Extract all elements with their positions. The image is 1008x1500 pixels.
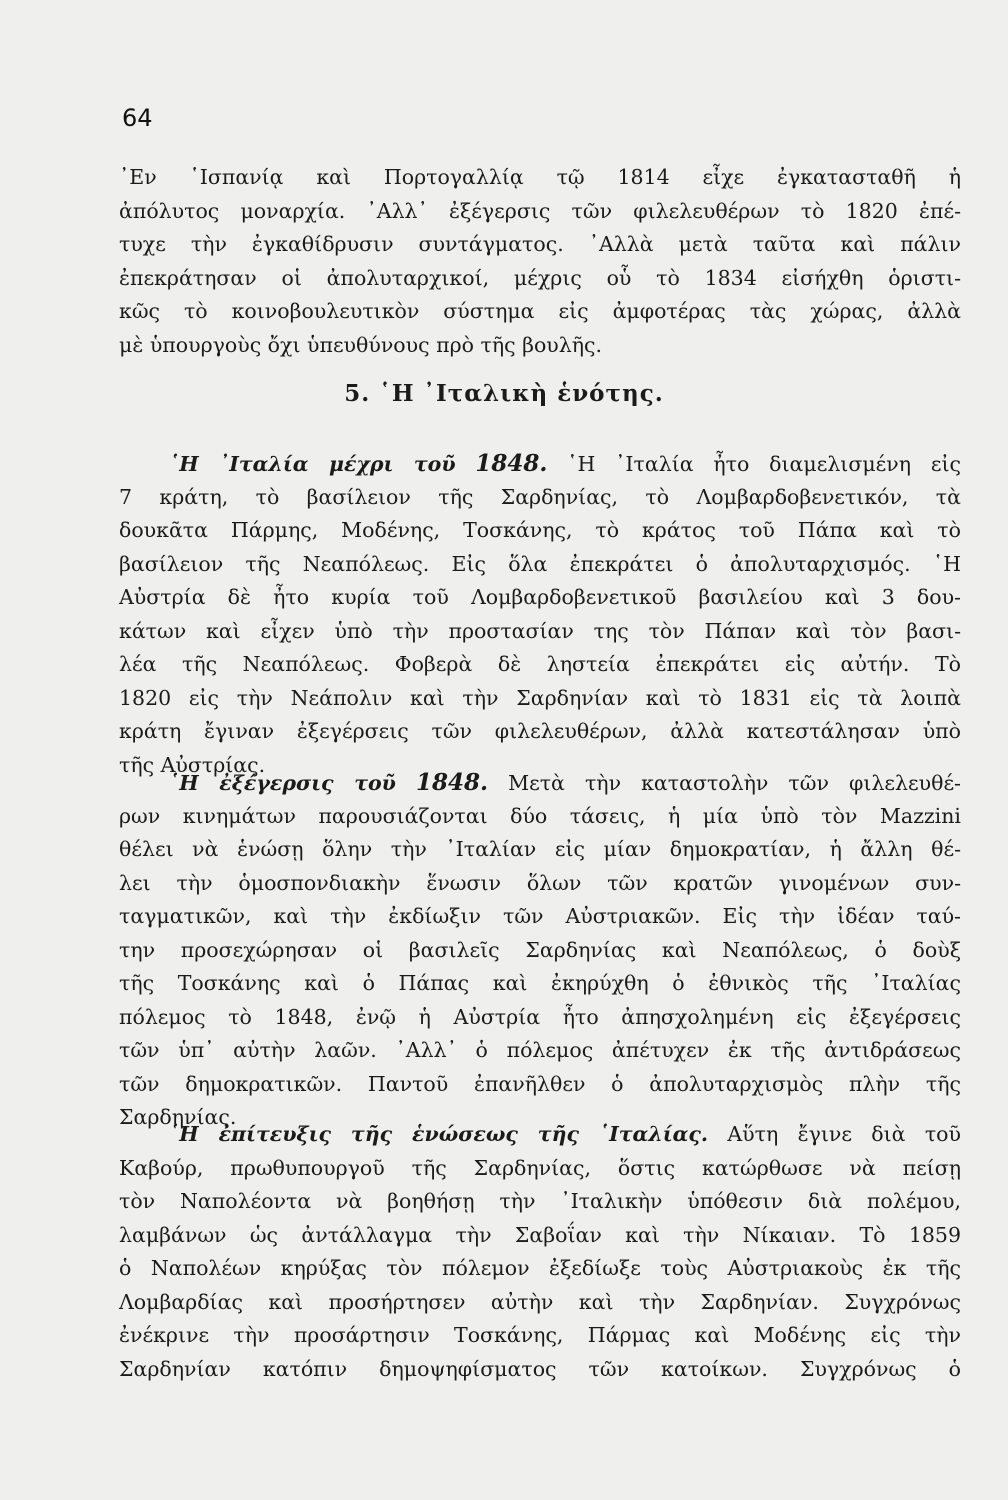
text-line: πόλεμος τὸ 1848, ἐνῷ ἡ Αὐστρία ἦτο ἀπησχολημένη εἰς ἐξεγέρσεις: [119, 1004, 961, 1029]
text-line: δουκᾶτα Πάρμης, Μοδένης, Τοσκάνης, τὸ κράτος τοῦ Πάπα καὶ τὸ: [119, 518, 961, 542]
text-line: τῶν δημοκρατικῶν. Παντοῦ ἐπανῆλθεν ὁ ἀπολυταρχισμὸς πλὴν τῆς: [119, 1071, 961, 1096]
text-line: Σαρδηνίαν κατόπιν δημοψηφίσματος τῶν κατοίκων. Συγχρόνως ὁ: [119, 1356, 961, 1381]
text-line: τὸν Ναπολέοντα νὰ βοηθήσῃ τὴν ᾿Ιταλικὴν ὑπόθεσιν διὰ πολέμου,: [119, 1189, 961, 1213]
subsection-heading-year: 1848.: [415, 769, 489, 796]
text-line: ρων κινημάτων παρουσιάζονται δύο τάσεις, ἡ μία ὑπὸ τὸν Mazzini: [119, 803, 961, 828]
section-title: 5. ῾Η ᾿Ιταλικὴ ἑνότης.: [344, 380, 664, 407]
text-line: 1820 εἰς τὴν Νεάπολιν καὶ τὴν Σαρδηνίαν καὶ τὸ 1831 εἰς τὰ λοιπὰ: [119, 685, 961, 710]
text-line: την προσεχώρησαν οἱ βασιλεῖς Σαρδηνίας καὶ Νεαπόλεως, ὁ δοὺξ: [119, 937, 961, 962]
text-line: ἀπόλυτος μοναρχία. ᾿Αλλ᾿ ἐξέγερσις τῶν φιλελευθέρων τὸ 1820 ἐπέ-: [119, 198, 961, 223]
text-line: ἐνέκρινε τὴν προσάρτησιν Τοσκάνης, Πάρμας καὶ Μοδένης εἰς τὴν: [119, 1323, 961, 1347]
text-run: Αὕτη ἔγινε διὰ τοῦ: [708, 1122, 961, 1146]
text-line: λαμβάνων ὡς ἀντάλλαγμα τὴν Σαβοΐαν καὶ τὴν Νίκαιαν. Τὸ 1859: [119, 1222, 961, 1247]
text-line: κάτων καὶ εἶχεν ὑπὸ τὴν προστασίαν της τὸν Πάπαν καὶ τὸν βασι-: [119, 618, 961, 643]
text-line: ὁ Ναπολέων κηρύξας τὸν πόλεμον ἐξεδίωξε τοὺς Αὐστριακοὺς ἐκ τῆς: [119, 1256, 961, 1280]
subsection-heading-year: 1848.: [475, 450, 548, 477]
text-line: Αὐστρία δὲ ἦτο κυρία τοῦ Λομβαρδοβενετικοῦ βασιλείου καὶ 3 δου-: [119, 585, 961, 609]
text-line: κῶς τὸ κοινοβουλευτικὸν σύστημα εἰς ἀμφοτέρας τὰς χώρας, ἀλλὰ: [119, 299, 961, 323]
text-line: λει τὴν ὁμοσπονδιακὴν ἕνωσιν ὅλων τῶν κρατῶν γινομένων συν-: [119, 870, 961, 895]
text-line: [119, 447, 961, 481]
text-line: βασίλειον τῆς Νεαπόλεως. Εἰς ὅλα ἐπεκράτει ὁ ἀπολυταρχισμός. ῾Η: [119, 551, 961, 576]
subsection-heading: ῾Η ἐξέγερσις τοῦ: [169, 771, 396, 795]
text-line: τυχε τὴν ἐγκαθίδρυσιν συντάγματος. ᾿Αλλὰ μετὰ ταῦτα καὶ πάλιν: [119, 232, 961, 256]
text-line: Σαρδηνίας.: [119, 1105, 237, 1129]
subsection-heading: ῾Η ᾿Ιταλία μέχρι τοῦ: [169, 452, 456, 476]
text-line: κράτη ἔγιναν ἐξεγέρσεις τῶν φιλελευθέρων, ἀλλὰ κατεστάλησαν ὑπὸ: [119, 719, 961, 743]
text-run: Μετὰ τὴν καταστολὴν τῶν φιλελευθέ-: [488, 771, 961, 795]
text-line: ᾿Εν ῾Ισπανίᾳ καὶ Πορτογαλλίᾳ τῷ 1814 εἶχε ἐγκατασταθῆ ἡ: [119, 165, 961, 189]
text-line: Λομβαρδίας καὶ προσήρτησεν αὐτὴν καὶ τὴν Σαρδηνίαν. Συγχρόνως: [119, 1289, 961, 1314]
section-unification: [119, 1118, 961, 1386]
text-line: λέα τῆς Νεαπόλεως. Φοβερὰ δὲ ληστεία ἐπεκράτει εἰς αὐτήν. Τὸ: [119, 652, 961, 676]
subsection-heading: ῾Η ἐπίτευξις τῆς ἑνώσεως τῆς ῾Ιταλίας.: [169, 1122, 709, 1146]
section-uprising-1848: [119, 766, 961, 1135]
text-line: τῆς Αὐστρίας.: [119, 752, 266, 777]
text-line: 7 κράτη, τὸ βασίλειον τῆς Σαρδηνίας, τὸ Λομβαρδοβενετικόν, τὰ: [119, 484, 961, 509]
text-line: Καβούρ, πρωθυπουργοῦ τῆς Σαρδηνίας, ὅστις κατώρθωσε νὰ πείσῃ: [119, 1155, 961, 1180]
text-line: [119, 1118, 961, 1152]
text-line: τῆς Τοσκάνης καὶ ὁ Πάπας καὶ ἐκηρύχθη ὁ ἐθνικὸς τῆς ᾿Ιταλίας: [119, 971, 961, 995]
text-line: ἐπεκράτησαν οἱ ἀπολυταρχικοί, μέχρις οὗ τὸ 1834 εἰσήχθη ὁριστι-: [119, 265, 961, 290]
text-line: μὲ ὑπουργοὺς ὄχι ὑπευθύνους πρὸ τῆς βουλῆς.: [119, 332, 603, 357]
text-line: θέλει νὰ ἑνώσῃ ὅλην τὴν ᾿Ιταλίαν εἰς μίαν δημοκρατίαν, ἡ ἄλλη θέ-: [119, 837, 961, 861]
text-line: [119, 766, 961, 800]
text-line: τῶν ὑπ᾿ αὐτὴν λαῶν. ᾿Αλλ᾿ ὁ πόλεμος ἀπέτυχεν ἐκ τῆς ἀντιδράσεως: [119, 1038, 961, 1062]
section-italy-before-1848: [119, 447, 961, 782]
text-run: ῾Η ᾿Ιταλία ἦτο διαμελισμένη εἰς: [547, 452, 961, 476]
paragraph-intro: [119, 161, 961, 362]
text-line: ταγματικῶν, καὶ τὴν ἐκδίωξιν τῶν Αὐστριακῶν. Εἰς τὴν ἰδέαν ταύ-: [119, 904, 961, 928]
page-number: 64: [122, 104, 153, 132]
